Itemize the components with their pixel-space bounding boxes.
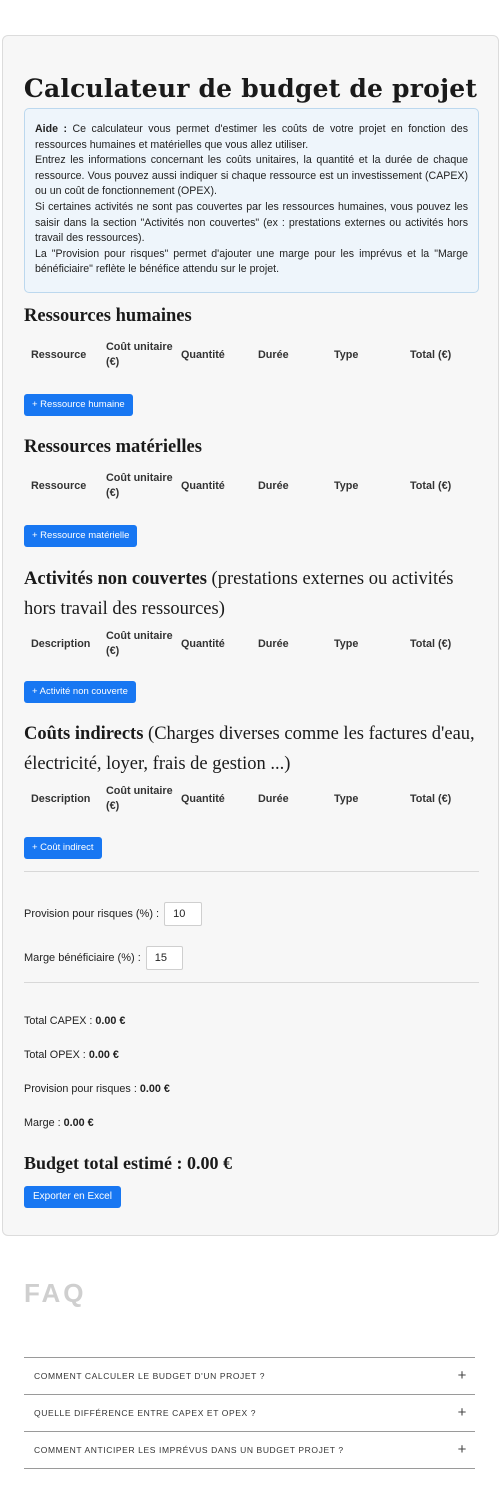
total-opex: Total OPEX : 0.00 € xyxy=(24,1049,119,1061)
col-resource: Ressource xyxy=(31,349,87,361)
col-duration: Durée xyxy=(258,349,289,361)
total-capex-value: 0.00 € xyxy=(95,1015,126,1027)
add-uncovered-activity-button[interactable]: + Activité non couverte xyxy=(24,681,136,703)
faq-item[interactable] xyxy=(24,1432,475,1469)
col-quantity: Quantité xyxy=(181,480,225,492)
table-header-uncovered xyxy=(24,624,484,664)
profit-margin-input[interactable]: 15 xyxy=(146,946,183,970)
faq-question: COMMENT ANTICIPER LES IMPRÉVUS DANS UN BUDGET PROJET ? xyxy=(34,1445,344,1455)
help-label: Aide : xyxy=(35,123,67,135)
col-type: Type xyxy=(334,480,359,492)
col-unit-cost: Coût unitaire (€) xyxy=(106,472,173,499)
col-type: Type xyxy=(334,793,359,805)
col-description: Description xyxy=(31,638,91,650)
plus-icon[interactable]: + xyxy=(457,1441,467,1458)
table-header-indirect xyxy=(24,779,484,819)
section-subtitle-uncovered: (prestations externes ou activités hors travail des ressources) xyxy=(24,569,454,619)
add-indirect-cost-button[interactable]: + Coût indirect xyxy=(24,837,102,859)
col-quantity: Quantité xyxy=(181,349,225,361)
section-title-uncovered: Activités non couvertes (prestations externes ou activités hors travail des ressources) xyxy=(24,569,454,619)
col-duration: Durée xyxy=(258,638,289,650)
budget-total-value: 0.00 € xyxy=(186,1153,232,1173)
budget-total: Budget total estimé : 0.00 € xyxy=(24,1153,232,1173)
divider xyxy=(24,871,479,872)
faq-title: FAQ xyxy=(24,1278,87,1308)
budget-calculator-card xyxy=(2,35,499,1236)
section-subtitle-indirect: (Charges diverses comme les factures d'eau, électricité, loyer, frais de gestion ...) xyxy=(24,724,475,774)
help-text-3: Si certaines activités ne sont pas couvertes par les ressources humaines, vous pouvez les saisir dans la section "Activités non couvertes" (ex : prestations externes ou activités hors travail des ressources). xyxy=(35,200,468,245)
faq-item[interactable] xyxy=(24,1395,475,1432)
col-total: Total (€) xyxy=(410,793,452,805)
plus-icon[interactable]: + xyxy=(457,1367,467,1384)
col-quantity: Quantité xyxy=(181,638,225,650)
col-total: Total (€) xyxy=(410,638,452,650)
help-text-2: Entrez les informations concernant les coûts unitaires, la quantité et la durée de chaque ressource. Vous pouvez aussi indiquer si chaque ressource est un investissement (CAPEX) ou un coût de fonctionnement (OPEX). xyxy=(35,154,468,198)
risk-provision-input[interactable]: 10 xyxy=(164,902,202,926)
page-title: Calculateur de budget de projet xyxy=(23,74,478,103)
profit-margin-row xyxy=(24,946,183,970)
section-title-human: Ressources humaines xyxy=(24,306,192,326)
col-type: Type xyxy=(334,638,359,650)
add-human-resource-button[interactable]: + Ressource humaine xyxy=(24,394,133,416)
add-material-resource-button[interactable]: + Ressource matérielle xyxy=(24,525,137,547)
total-margin-value: 0.00 € xyxy=(63,1117,94,1129)
risk-provision-row xyxy=(24,902,202,926)
faq-question: QUELLE DIFFÉRENCE ENTRE CAPEX ET OPEX ? xyxy=(34,1408,257,1418)
total-risk-provision: Provision pour risques : 0.00 € xyxy=(24,1083,170,1095)
divider xyxy=(24,982,479,983)
total-opex-value: 0.00 € xyxy=(88,1049,119,1061)
col-unit-cost: Coût unitaire (€) xyxy=(106,341,173,368)
help-text-1: Ce calculateur vous permet d'estimer les coûts de votre projet en fonction des ressources humaines et matérielles que vous allez utiliser. xyxy=(35,123,468,151)
total-capex: Total CAPEX : 0.00 € xyxy=(24,1015,126,1027)
table-header-material xyxy=(24,466,484,506)
col-resource: Ressource xyxy=(31,480,87,492)
plus-icon[interactable]: + xyxy=(457,1404,467,1421)
section-title-indirect: Coûts indirects (Charges diverses comme les factures d'eau, électricité, loyer, frais de gestion ...) xyxy=(24,724,475,774)
col-type: Type xyxy=(334,349,359,361)
col-unit-cost: Coût unitaire (€) xyxy=(106,630,173,657)
col-quantity: Quantité xyxy=(181,793,225,805)
col-total: Total (€) xyxy=(410,480,452,492)
faq-item[interactable] xyxy=(24,1358,475,1395)
col-duration: Durée xyxy=(258,793,289,805)
col-total: Total (€) xyxy=(410,349,452,361)
help-text-4: La "Provision pour risques" permet d'ajouter une marge pour les imprévus et la "Marge bénéficiaire" reflète le bénéfice attendu sur le projet. xyxy=(35,247,468,276)
total-risk-value: 0.00 € xyxy=(139,1083,170,1095)
table-header-human xyxy=(24,335,484,375)
faq-question: COMMENT CALCULER LE BUDGET D'UN PROJET ? xyxy=(34,1371,266,1381)
profit-margin-label: Marge bénéficiaire (%) : xyxy=(24,952,141,964)
col-unit-cost: Coût unitaire (€) xyxy=(106,785,173,812)
section-title-material: Ressources matérielles xyxy=(24,437,202,457)
col-description: Description xyxy=(31,793,91,805)
total-margin: Marge : 0.00 € xyxy=(24,1117,94,1129)
export-excel-button[interactable]: Exporter en Excel xyxy=(24,1186,121,1208)
help-box xyxy=(24,108,479,293)
risk-provision-label: Provision pour risques (%) : xyxy=(24,908,160,920)
col-duration: Durée xyxy=(258,480,289,492)
